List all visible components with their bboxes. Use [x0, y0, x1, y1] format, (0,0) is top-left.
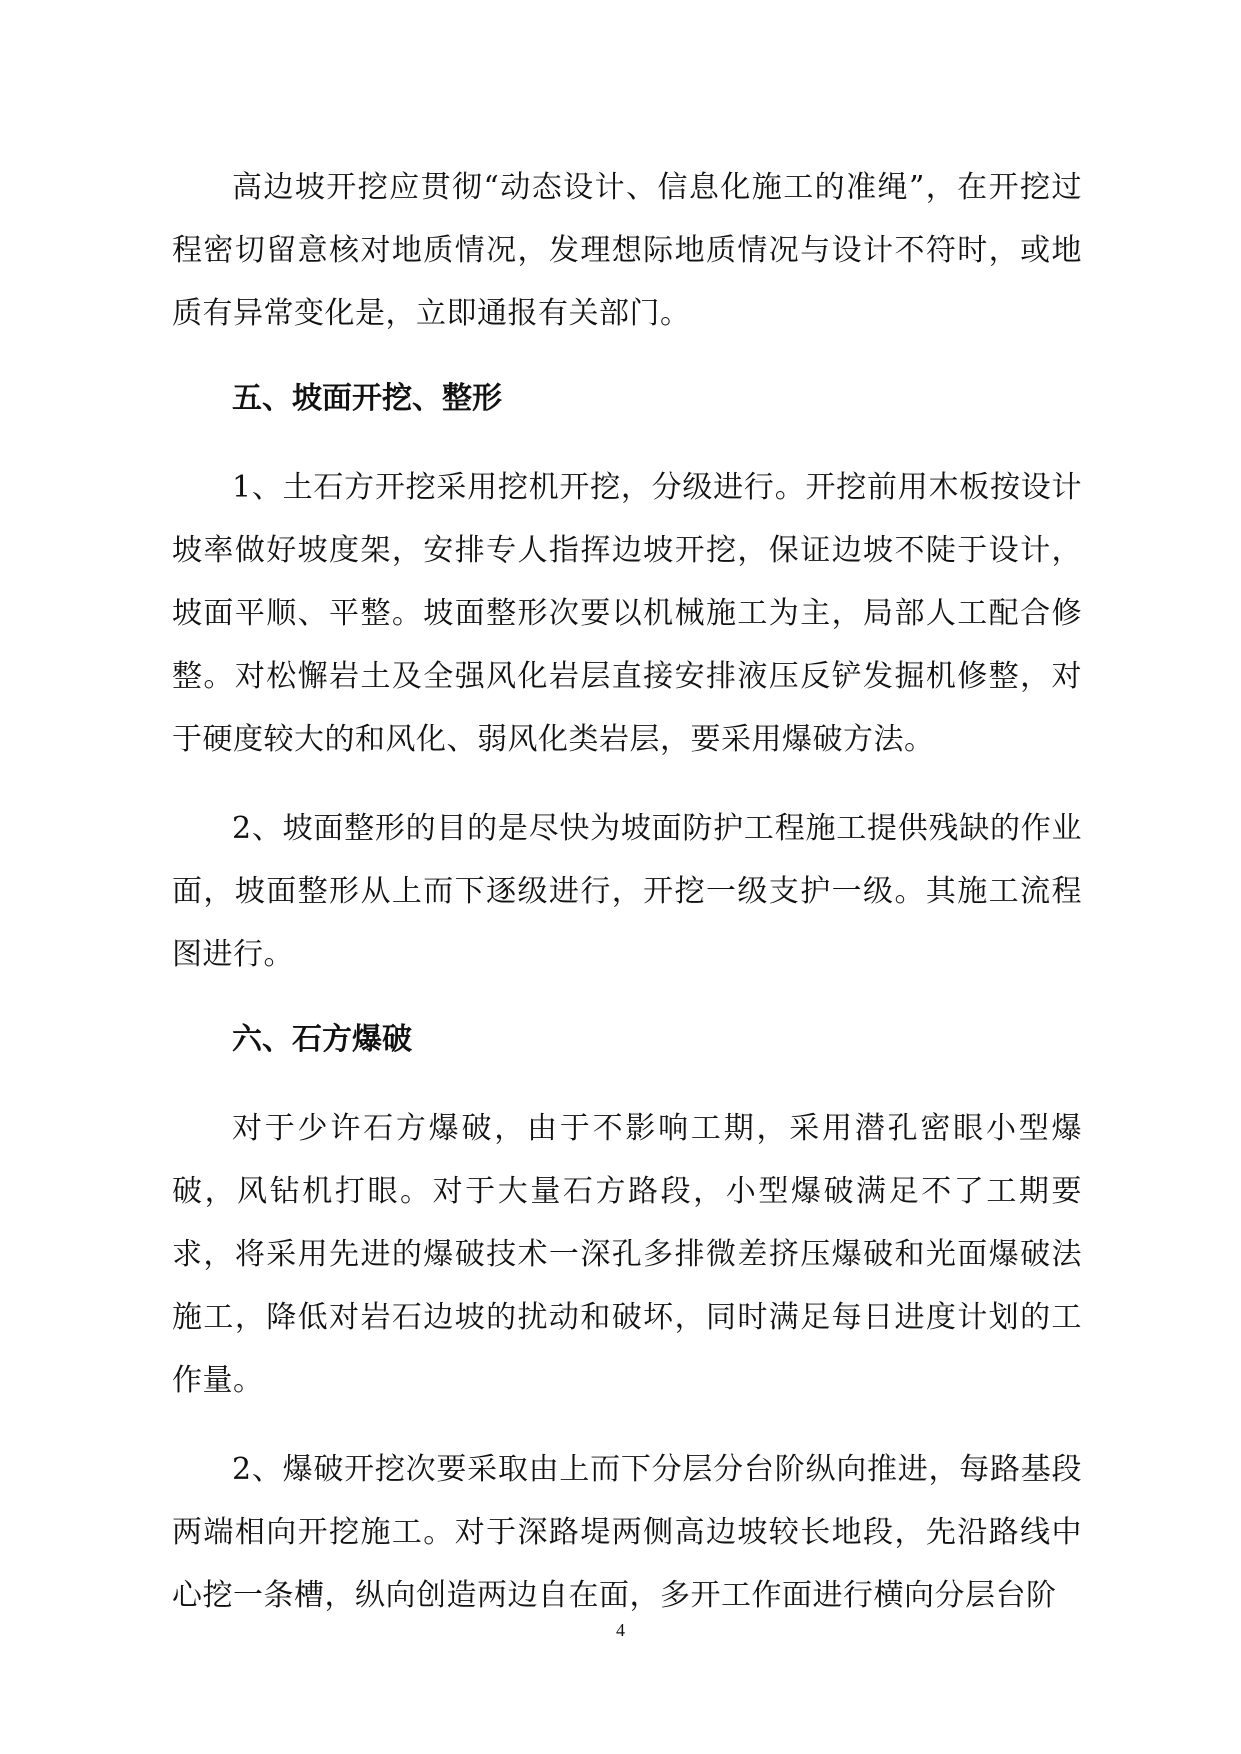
- document-body: [172, 156, 1082, 1627]
- section-heading-rock-blasting: 六、石方爆破: [232, 1022, 412, 1057]
- section-heading-slope-excavation: 五、坡面开挖、整形: [232, 381, 502, 416]
- paragraph-slope-shaping: 2、坡面整形的目的是尽快为坡面防护工程施工提供残缺的作业面，坡面整形从上而下逐级进行，开挖一级支护一级。其施工流程图进行。: [172, 811, 1082, 972]
- paragraph-blasting-methods: 对于少许石方爆破，由于不影响工期，采用潜孔密眼小型爆破，风钻机打眼。对于大量石方路段，小型爆破满足不了工期要求，将采用先进的爆破技术一深孔多排微差挤压爆破和光面爆破法施工，降低对岩石边坡的扰动和破坏，同时满足每日进度计划的工作量。: [172, 1111, 1082, 1398]
- page-number: 4: [616, 1620, 625, 1640]
- paragraph-blasting-sequence: 2、爆破开挖次要采取由上而下分层分台阶纵向推进，每路基段两端相向开挖施工。对于深路堤两侧高边坡较长地段，先沿路线中心挖一条槽，纵向创造两边自在面，多开工作面进行横向分层台阶: [172, 1452, 1082, 1613]
- paragraph-excavation-principle: 高边坡开挖应贯彻“动态设计、信息化施工的准绳”，在开挖过程密切留意核对地质情况，发理想际地质情况与设计不符时，或地质有异常变化是，立即通报有关部门。: [172, 170, 1082, 331]
- paragraph-earthwork-excavation: 1、土石方开挖采用挖机开挖，分级进行。开挖前用木板按设计坡率做好坡度架，安排专人指挥边坡开挖，保证边坡不陡于设计，坡面平顺、平整。坡面整形次要以机械施工为主，局部人工配合修整。对松懈岩土及全强风化岩层直接安排液压反铲发掘机修整，对于硬度较大的和风化、弱风化类岩层，要采用爆破方法。: [172, 470, 1082, 757]
